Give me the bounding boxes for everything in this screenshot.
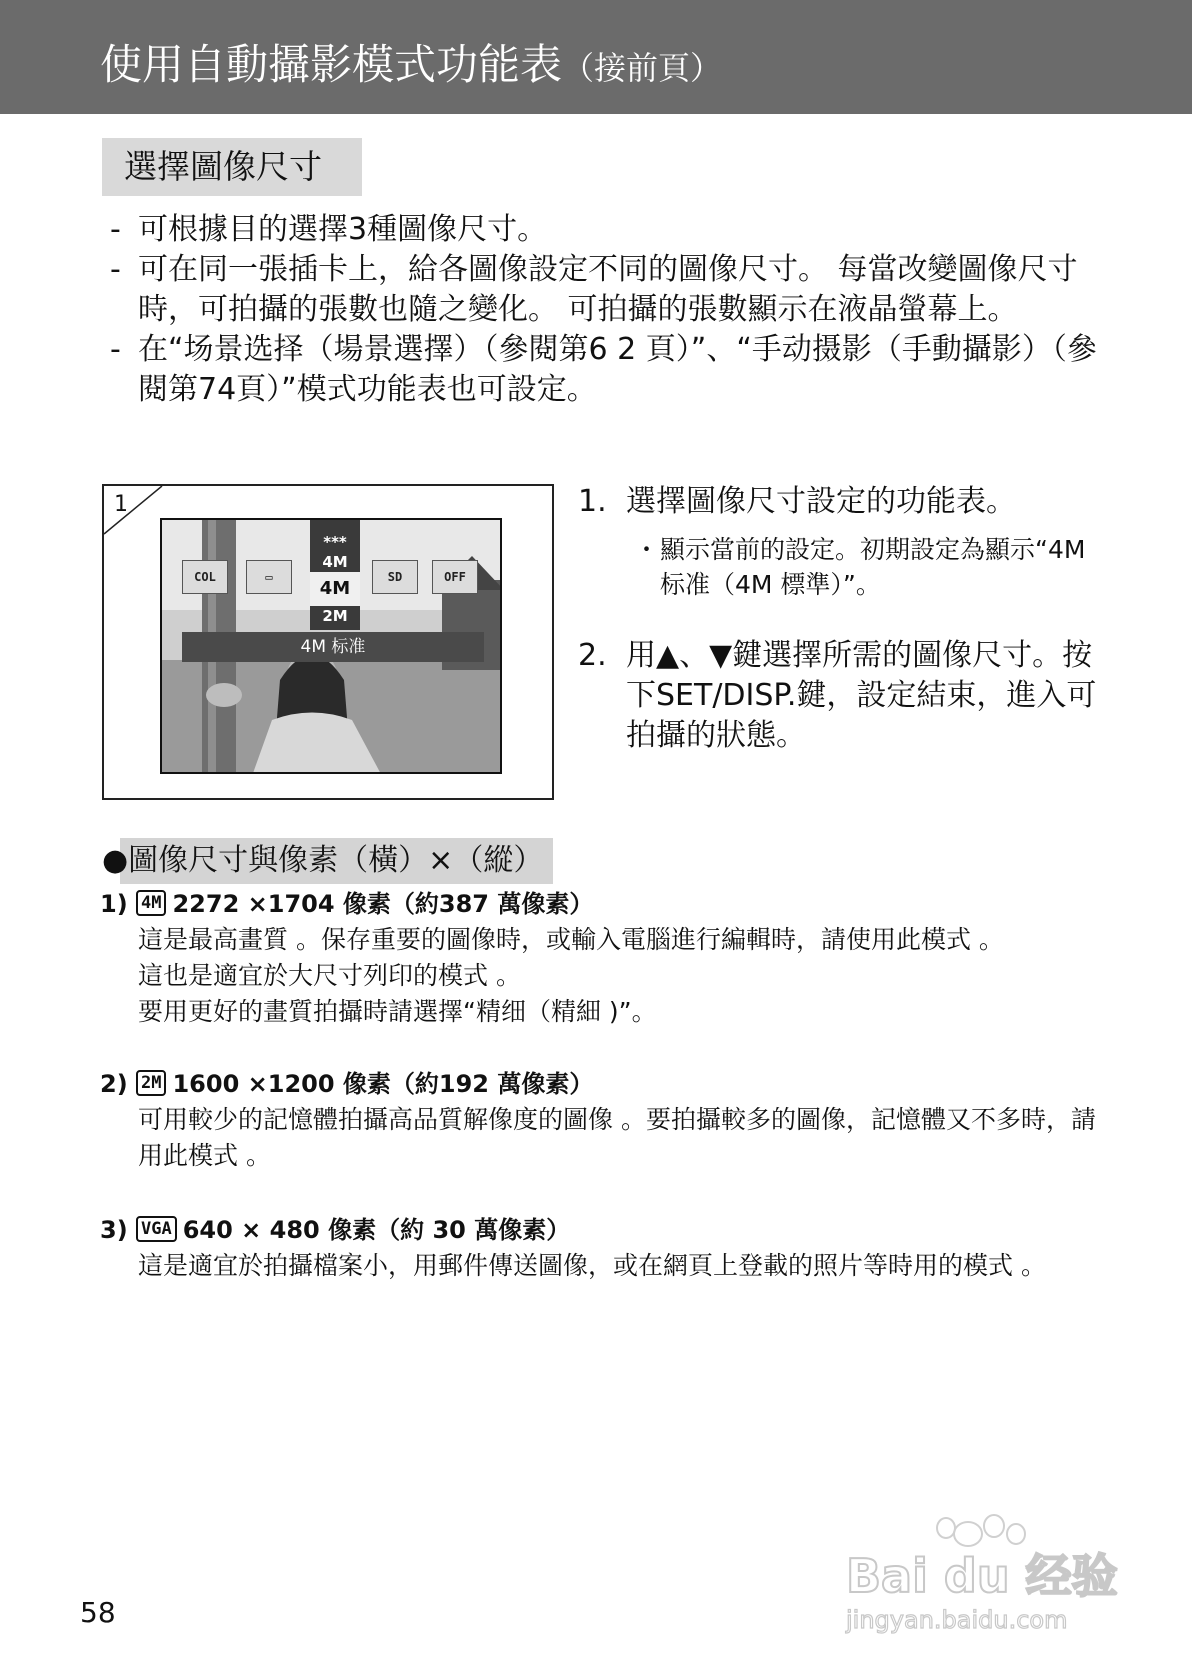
note-marker: ・ — [634, 535, 660, 564]
sd-card-icon: SD — [372, 560, 418, 594]
lcd-screen — [160, 518, 502, 774]
mode-number: 2) — [100, 1070, 128, 1098]
image-size-menu — [310, 520, 360, 630]
instruction-steps — [578, 482, 1098, 756]
step-note-text: 顯示當前的設定。初期設定為顯示“4M标准（4M 標準）”。 — [660, 535, 1086, 599]
step-number: 2. — [578, 638, 607, 673]
mode-spec: 640 × 480 像素（約 30 萬像素） — [182, 1216, 571, 1244]
mode-line: 可用較少的記憶體拍攝高品質解像度的圖像 。要拍攝較多的圖像，記憶體又不多時，請用此模式 。 — [138, 1105, 1096, 1170]
bullet-item — [110, 250, 1100, 330]
mode-item-4m — [100, 886, 1100, 1030]
lcd-setting-label: 4M 标准 — [182, 632, 484, 662]
size-option-stars: *** — [323, 533, 347, 551]
size-2m-icon: 2M — [136, 1070, 166, 1096]
mode-heading — [100, 1212, 1100, 1248]
mode-number: 3) — [100, 1216, 128, 1244]
step-text: 選擇圖像尺寸設定的功能表。 — [626, 484, 1016, 519]
bullet-marker: - — [110, 212, 121, 247]
page-header — [0, 0, 1192, 114]
mode-line: 這也是適宜於大尺寸列印的模式 。 — [138, 961, 521, 990]
self-timer-off-icon: OFF — [432, 560, 478, 594]
bullet-item — [110, 330, 1100, 410]
intro-bullet-list — [110, 210, 1100, 410]
drive-mode-icon: ▭ — [246, 560, 292, 594]
bullet-text: 在“场景选择（場景選擇）（參閱第6 2 頁）”、“手动摄影（手動攝影）（參閱第74頁）”模式功能表也可設定。 — [138, 332, 1097, 407]
bullet-text: 可根據目的選擇3種圖像尺寸。 — [138, 212, 548, 247]
size-vga-icon: VGA — [136, 1216, 177, 1242]
step-note — [578, 532, 1098, 602]
lcd-figure — [102, 484, 554, 800]
section-title: 選擇圖像尺寸 — [102, 138, 362, 196]
size-option-2m: 2M — [322, 607, 348, 625]
mode-line: 要用更好的畫質拍攝時請選擇“精细（精細 )”。 — [138, 997, 657, 1026]
mode-description — [100, 1102, 1100, 1174]
figure-corner-line — [104, 486, 164, 536]
page-title-subtitle: （接前頁） — [562, 49, 723, 87]
watermark-brand: Bai du 经验 — [846, 1549, 1118, 1603]
bullet-marker: - — [110, 252, 121, 287]
size-4m-icon: 4M — [136, 890, 166, 916]
mode-line: 這是適宜於拍攝檔案小，用郵件傳送圖像，或在網頁上登載的照片等時用的模式 。 — [138, 1251, 1046, 1280]
mode-item-2m — [100, 1066, 1100, 1174]
mode-heading — [100, 1066, 1100, 1102]
size-option-4m-selected: 4M — [310, 572, 360, 606]
mode-spec: 1600 ×1200 像素（約192 萬像素） — [172, 1070, 594, 1098]
watermark-url: jingyan.baidu.com — [846, 1606, 1068, 1634]
color-mode-icon: COL — [182, 560, 228, 594]
bullet-text: 可在同一張插卡上，給各圖像設定不同的圖像尺寸。 每當改變圖像尺寸時，可拍攝的張數也隨之變化。 可拍攝的張數顯示在液晶螢幕上。 — [138, 252, 1078, 327]
step-item — [578, 636, 1098, 756]
mode-line: 這是最高畫質 。保存重要的圖像時，或輸入電腦進行編輯時，請使用此模式 。 — [138, 925, 1004, 954]
page-title-text: 使用自動攝影模式功能表 — [100, 40, 563, 89]
step-number: 1. — [578, 484, 607, 519]
baidu-jingyan-watermark — [840, 1506, 1140, 1636]
bullet-item — [110, 210, 1100, 250]
figure-number: 1 — [114, 492, 128, 517]
bullet-marker: - — [110, 332, 121, 367]
mode-heading — [100, 886, 1100, 922]
page-title — [100, 40, 722, 93]
mode-description — [100, 922, 1100, 1030]
mode-description — [100, 1248, 1100, 1284]
step-item — [578, 482, 1098, 522]
mode-item-vga — [100, 1212, 1100, 1284]
mode-spec: 2272 ×1704 像素（約387 萬像素） — [172, 890, 594, 918]
sizes-heading: ●圖像尺寸與像素（橫）×（縱） — [102, 838, 553, 884]
page-number: 58 — [80, 1596, 116, 1629]
size-option-4m-fine: 4M — [322, 553, 348, 571]
step-text: 用▲、▼鍵選擇所需的圖像尺寸。按下SET/DISP.鍵，設定結束，進入可拍攝的狀態。 — [626, 638, 1097, 753]
mode-number: 1) — [100, 890, 128, 918]
